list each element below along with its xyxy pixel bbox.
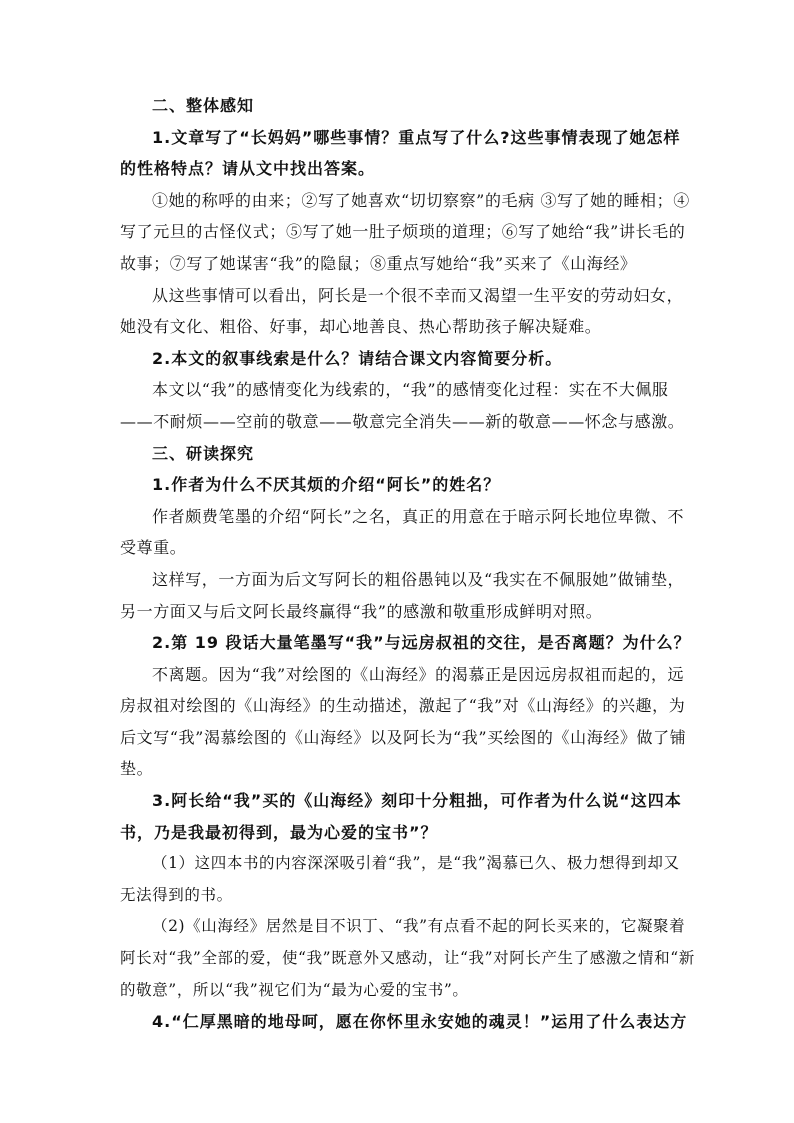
answer-5-part-2: （2)《山海经》居然是目不识丁、“我”有点看不起的阿长买来的，它凝聚着阿长对“我”全部的爱，使“我”既意外又感动，让“我”对阿长产生了感激之情和“新的敬意”，所以“我”视它们为“最为心爱的宝书”。 bbox=[120, 917, 695, 999]
answer-1-summary: 从这些事情可以看出，阿长是一个很不幸而又渴望一生平安的劳动妇女，她没有文化、粗俗、好事，却心地善良、热心帮助孩子解决疑难。 bbox=[120, 285, 684, 337]
question-6: 4.“仁厚黑暗的地母呵，愿在你怀里永安她的魂灵！”运用了什么表达方 bbox=[152, 1012, 688, 1032]
section-heading: 三、研读探究 bbox=[152, 443, 255, 463]
answer-1-list: ①她的称呼的由来；②写了她喜欢“切切察察”的毛病 ③写了她的睡相；④写了元旦的古怪仪式；⑤写了她一肚子烦琐的道理；⑥写了她给“我”讲长毛的故事；⑦写了她谋害“我”的隐鼠；⑧重点写她给“我”买来了《山海经》 bbox=[120, 190, 690, 273]
question-1: 1.文章写了“长妈妈”哪些事情？重点写了什么?这些事情表现了她怎样的性格特点？请从文中找出答案。 bbox=[120, 127, 681, 179]
answer-3-part-2: 这样写，一方面为后文写阿长的粗俗愚钝以及“我实在不佩服她”做铺垫，另一方面又与后文阿长最终赢得“我”的感激和敬重形成鲜明对照。 bbox=[120, 569, 685, 621]
answer-5-part-1: （1）这四本书的内容深深吸引着“我”，是“我”渴慕已久、极力想得到却又无法得到的书。 bbox=[120, 854, 680, 904]
answer-3-part-1: 作者颇费笔墨的介绍“阿长”之名，真正的用意在于暗示阿长地位卑微、不受尊重。 bbox=[120, 506, 685, 558]
question-4: 2.第 19 段话大量笔墨写“我”与远房叔祖的交往，是否离题？为什么？ bbox=[152, 633, 691, 653]
document-body bbox=[120, 90, 695, 1038]
answer-4: 不离题。因为“我”对绘图的《山海经》的渴慕正是因远房叔祖而起的，远房叔祖对绘图的《山海经》的生动描述，激起了“我”对《山海经》的兴趣，为后文写“我”渴慕绘图的《山海经》以及阿长为“我”买绘图的《山海经》做了铺垫。 bbox=[120, 664, 687, 779]
question-2: 2.本文的叙事线索是什么？请结合课文内容简要分析。 bbox=[152, 348, 563, 368]
question-3: 1.作者为什么不厌其烦的介绍“阿长”的姓名？ bbox=[152, 475, 501, 495]
section-heading: 二、整体感知 bbox=[152, 96, 255, 115]
question-5: 3.阿长给“我”买的《山海经》刻印十分粗拙，可作者为什么说“这四本书，乃是我最初得到，最为心爱的宝书”？ bbox=[120, 791, 682, 842]
answer-2: 本文以“我”的感情变化为线索的，“我”的感情变化过程：实在不大佩服——不耐烦——空前的敬意——敬意完全消失——新的敬意——怀念与感激。 bbox=[120, 380, 685, 431]
